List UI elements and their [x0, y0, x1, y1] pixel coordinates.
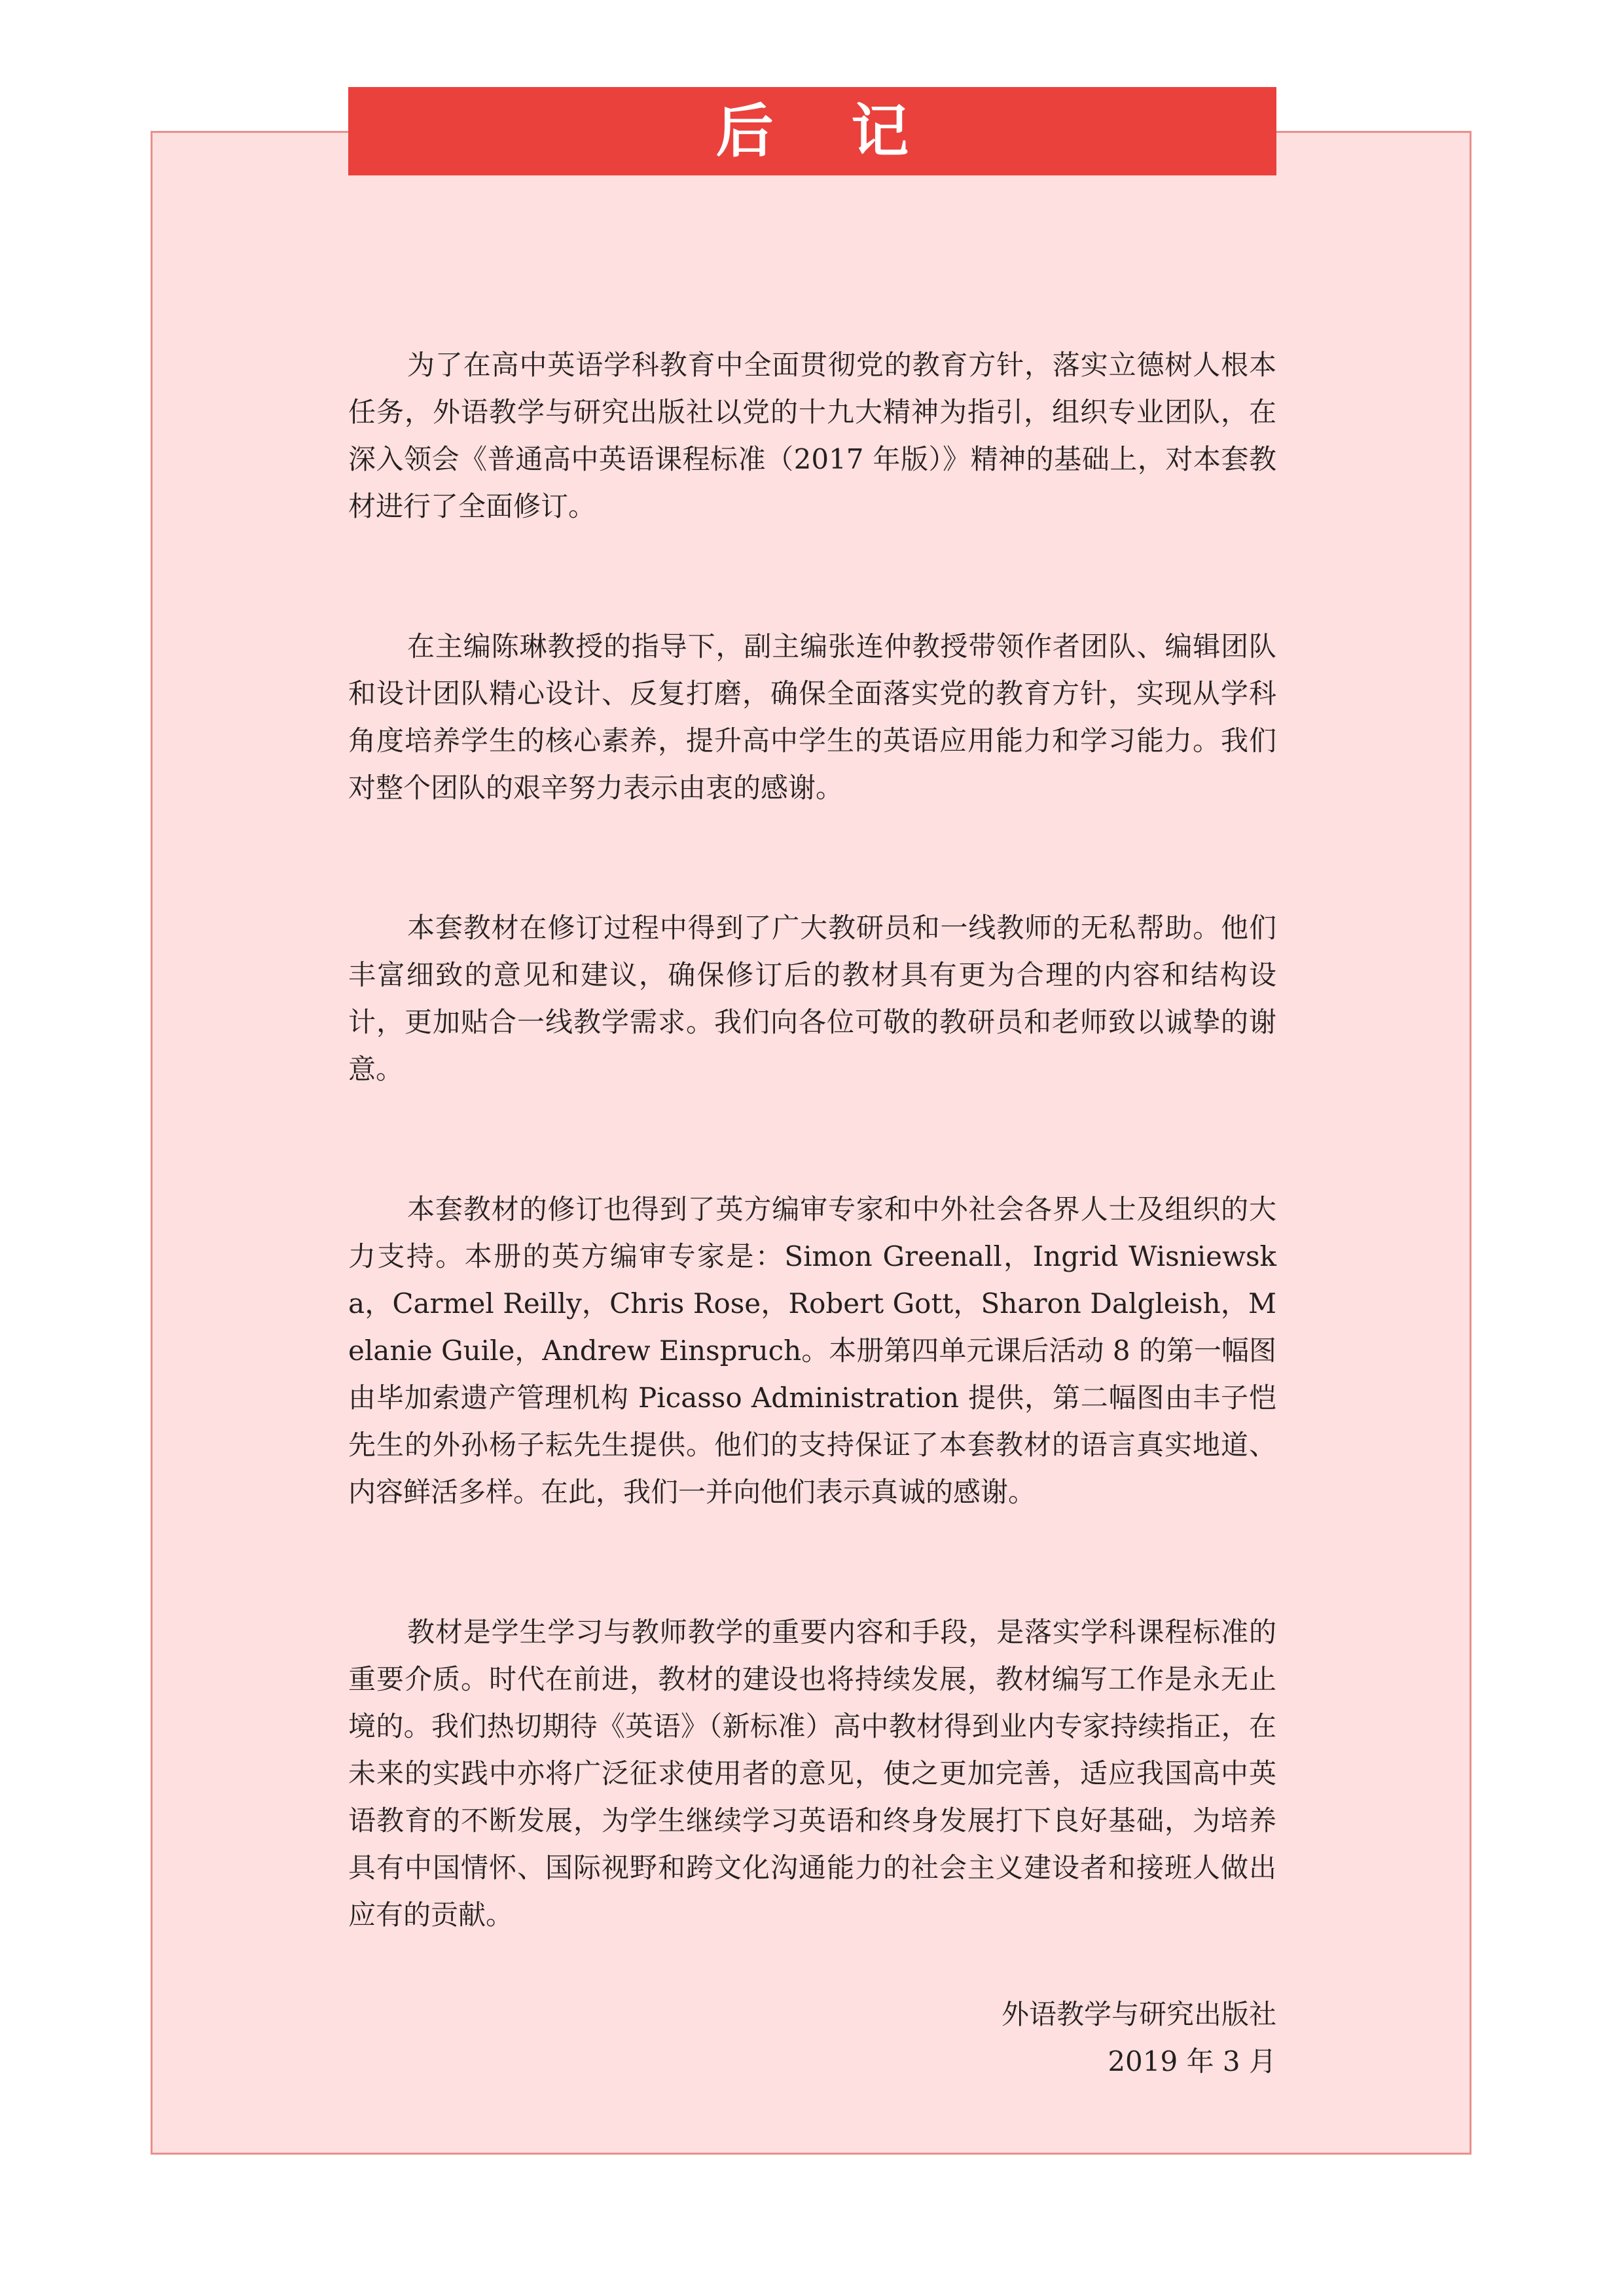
page-title: 后 记: [715, 97, 938, 165]
signature-block: [348, 1991, 1276, 2085]
paragraph-4: 本套教材的修订也得到了英方编审专家和中外社会各界人士及组织的大力支持。本册的英方编审专家是：Simon Greenall，Ingrid Wisniewska，Carmel Reilly，Chris Rose，Robert Gott，Sharon Dalgleish，Melanie Guile，Andrew Einspruch。本册第四单元课后活动 8 的第一幅图由毕加索遗产管理机构 Picasso Administration 提供，第二幅图由丰子恺先生的外孙杨子耘先生提供。他们的支持保证了本套教材的语言真实地道、内容鲜活多样。在此，我们一并向他们表示真诚的感谢。: [348, 1193, 1276, 1508]
signature-date: 2019 年 3 月: [1108, 2045, 1276, 2077]
paragraph-2: 在主编陈琳教授的指导下，副主编张连仲教授带领作者团队、编辑团队和设计团队精心设计、反复打磨，确保全面落实党的教育方针，实现从学科角度培养学生的核心素养，提升高中学生的英语应用能力和学习能力。我们对整个团队的艰辛努力表示由衷的感谢。: [348, 630, 1276, 804]
paragraph-1: 为了在高中英语学科教育中全面贯彻党的教育方针，落实立德树人根本任务，外语教学与研究出版社以党的十九大精神为指引，组织专业团队，在深入领会《普通高中英语课程标准（2017 年版）》精神的基础上，对本套教材进行了全面修订。: [348, 349, 1276, 522]
publisher-name: 外语教学与研究出版社: [1001, 1998, 1276, 2030]
paragraph-3: 本套教材在修订过程中得到了广大教研员和一线教师的无私帮助。他们丰富细致的意见和建议，确保修订后的教材具有更为合理的内容和结构设计，更加贴合一线教学需求。我们向各位可敬的教研员和老师致以诚挚的谢意。: [348, 912, 1276, 1085]
paragraph-5: 教材是学生学习与教师教学的重要内容和手段，是落实学科课程标准的重要介质。时代在前进，教材的建设也将持续发展，教材编写工作是永无止境的。我们热切期待《英语》（新标准）高中教材得到业内专家持续指正，在未来的实践中亦将广泛征求使用者的意见，使之更加完善，适应我国高中英语教育的不断发展，为学生继续学习英语和终身发展打下良好基础，为培养具有中国情怀、国际视野和跨文化沟通能力的社会主义建设者和接班人做出应有的贡献。: [348, 1616, 1276, 1931]
title-banner: [348, 87, 1276, 175]
afterword-body: [348, 342, 1276, 2085]
